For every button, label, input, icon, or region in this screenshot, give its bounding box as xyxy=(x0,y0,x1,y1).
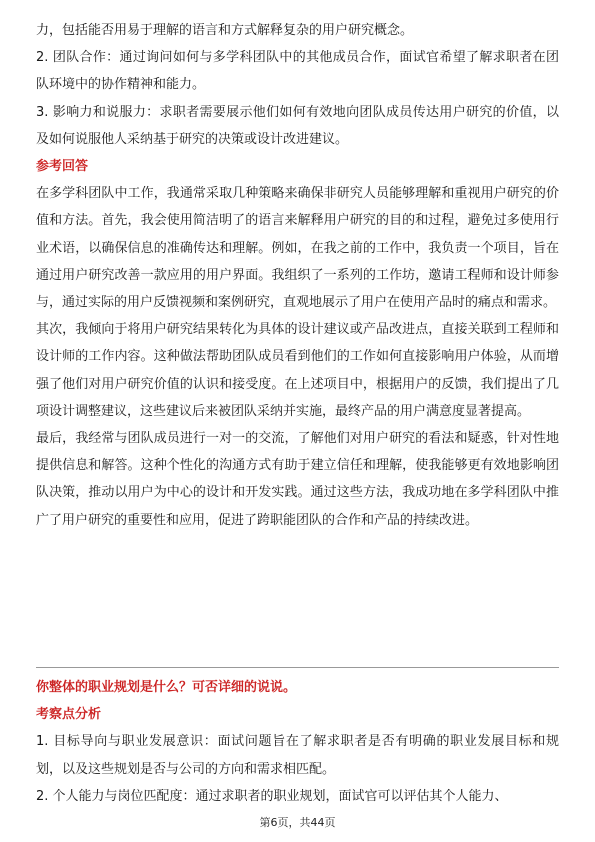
question-section xyxy=(36,674,559,810)
page-number: 第6页，共44页 xyxy=(259,816,336,829)
question-title: 你整体的职业规划是什么？可否详细的说说。 xyxy=(36,680,297,695)
top-content xyxy=(36,17,559,534)
criterion-continuation: 力，包括能否用易于理解的语言和方式解释复杂的用户研究概念。 xyxy=(36,23,414,38)
criterion-teamwork: 2. 团队合作：通过询问如何与多学科团队中的其他成员合作，面试官希望了解求职者在团队环境中的协作精神和能力。 xyxy=(36,50,559,93)
answer-paragraph-2: 其次，我倾向于将用户研究结果转化为具体的设计建议或产品改进点，直接关联到工程师和设计师的工作内容。这种做法帮助团队成员看到他们的工作如何直接影响用户体验，从而增强了他们对用户研究价值的认识和接受度。在上述项目中，根据用户的反馈，我们提出了几项设计调整建议，这些建议后来被团队采纳并实施，最终产品的用户满意度显著提高。 xyxy=(36,322,559,419)
analysis-point-1: 1. 目标导向与职业发展意识：面试问题旨在了解求职者是否有明确的职业发展目标和规划，以及这些规划是否与公司的方向和需求相匹配。 xyxy=(36,734,559,777)
reference-answer-heading: 参考回答 xyxy=(36,159,89,175)
analysis-point-2: 2. 个人能力与岗位匹配度：通过求职者的职业规划，面试官可以评估其个人能力、 xyxy=(36,788,508,804)
answer-paragraph-3: 最后，我经常与团队成员进行一对一的交流，了解他们对用户研究的看法和疑惑，针对性地提供信息和解答。这种个性化的沟通方式有助于建立信任和理解，使我能够更有效地影响团队决策，推动以用户为中心的设计和开发实践。通过这些方法，我成功地在多学科团队中推广了用户研究的重要性和应用，促进了跨职能团队的合作和产品的持续改进。 xyxy=(36,431,559,528)
criterion-influence: 3. 影响力和说服力：求职者需要展示他们如何有效地向团队成员传达用户研究的价值，以及如何说服他人采纳基于研究的决策或设计改进建议。 xyxy=(36,104,559,147)
section-divider xyxy=(36,667,559,668)
analysis-heading: 考察点分析 xyxy=(36,707,102,723)
answer-paragraph-1: 在多学科团队中工作，我通常采取几种策略来确保非研究人员能够理解和重视用户研究的价值和方法。首先，我会使用简洁明了的语言来解释用户研究的目的和过程，避免过多使用行业术语，以确保信息的准确传达和理解。例如，在我之前的工作中，我负责一个项目，旨在通过用户研究改善一款应用的用户界面。我组织了一系列的工作坊，邀请工程师和设计师参与，通过实际的用户反馈视频和案例研究，直观地展示了用户在使用产品时的痛点和需求。 xyxy=(36,186,559,311)
